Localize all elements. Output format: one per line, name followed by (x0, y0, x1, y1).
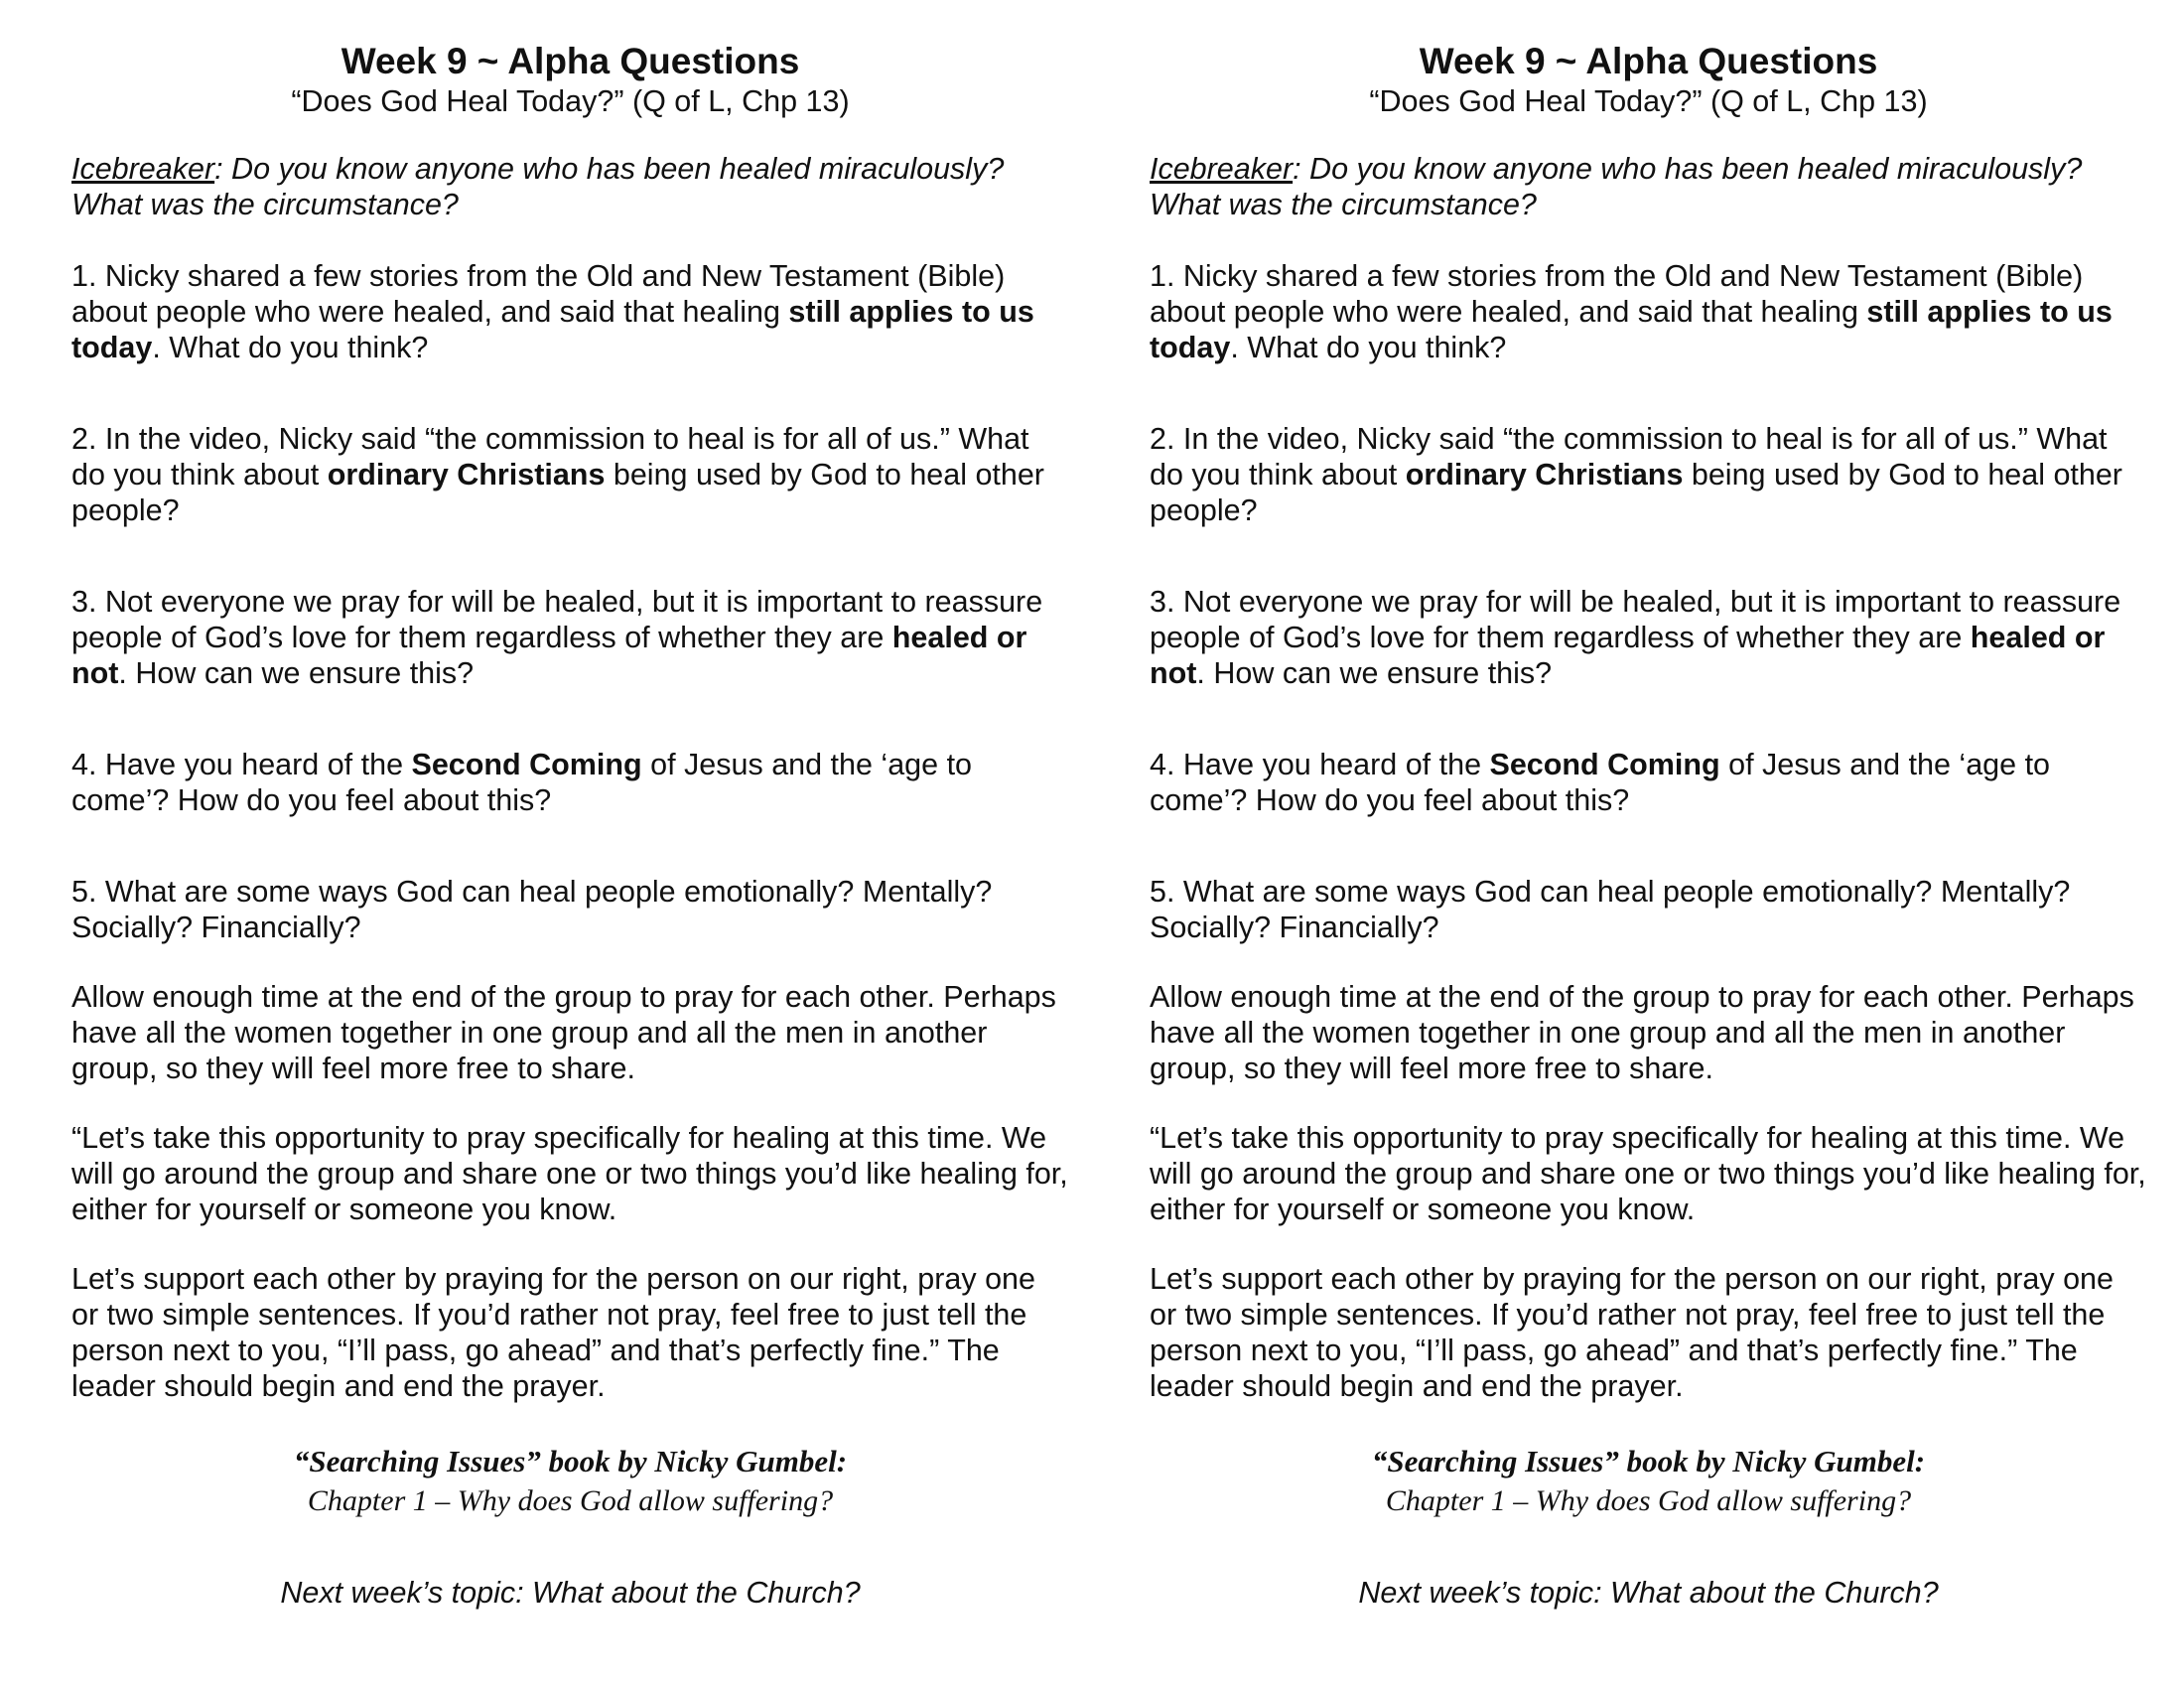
question-2-tail: being used by God to heal other people? (1150, 458, 2122, 527)
icebreaker-text: : Do you know anyone who has been healed miraculously? What was the circumstance? (71, 152, 1005, 221)
question-1-text: 1. Nicky shared a few stories from the Old and New Testament (Bible) about people who were healed, and said that healing (71, 259, 1006, 329)
question-4-text: 4. Have you heard of the (1150, 748, 1490, 781)
question-1-tail: . What do you think? (152, 331, 429, 364)
instruction-paragraph-3: Let’s support each other by praying for the person on our right, pray one or two simple sentences. If you’d rather not pray, feel free to just tell the person next to you, “I’ll pass, go ahead” and that’s perfectly fine.” The leader should begin and end the prayer. (71, 1262, 1035, 1403)
question-2-emphasis: ordinary Christians (327, 458, 606, 492)
instruction-paragraph-2: “Let’s take this opportunity to pray specifically for healing at this time. We will go around the group and share one or two things you’d like healing for, either for yourself or someone you know. (1150, 1121, 2146, 1226)
next-topic: Next week’s topic: What about the Church? (1358, 1576, 1939, 1610)
question-4 (71, 747, 1069, 818)
instruction-paragraph-2: “Let’s take this opportunity to pray specifically for healing at this time. We will go around the group and share one or two things you’d like healing for, either for yourself or someone you know. (71, 1121, 1068, 1226)
question-1 (1150, 258, 2147, 365)
book-chapter: Chapter 1 – Why does God allow suffering? (1385, 1484, 1912, 1517)
book-chapter: Chapter 1 – Why does God allow suffering? (307, 1484, 834, 1517)
question-5: 5. What are some ways God can heal people emotionally? Mentally? Socially? Financially? (71, 875, 993, 944)
question-3-emphasis: healed or not (71, 621, 1027, 690)
question-1-emphasis: still applies to us today (71, 295, 1034, 364)
question-5: 5. What are some ways God can heal people emotionally? Mentally? Socially? Financially? (1150, 875, 2071, 944)
question-2-emphasis: ordinary Christians (1405, 458, 1684, 492)
question-3 (71, 584, 1069, 691)
question-3-tail: . How can we ensure this? (1196, 656, 1553, 690)
book-reference (1150, 1442, 2147, 1521)
handout-title: Week 9 ~ Alpha Questions (1419, 41, 1878, 81)
question-3-text: 3. Not everyone we pray for will be healed, but it is important to reassure people of God’s love for them regardless of whether they are (1150, 585, 2121, 654)
question-2-tail: being used by God to heal other people? (71, 458, 1044, 527)
instruction-paragraph-1: Allow enough time at the end of the group to pray for each other. Perhaps have all the women together in one group and all the men in another group, so they will feel more free to share. (1150, 980, 2134, 1085)
question-4-tail: of Jesus and the ‘age to come’? How do you feel about this? (1150, 748, 2050, 817)
question-2 (71, 421, 1069, 528)
question-4 (1150, 747, 2147, 818)
question-1 (71, 258, 1069, 365)
question-1-emphasis: still applies to us today (1150, 295, 2113, 364)
icebreaker-text: : Do you know anyone who has been healed miraculously? What was the circumstance? (1150, 152, 2083, 221)
handout-title: Week 9 ~ Alpha Questions (341, 41, 800, 81)
book-title: “Searching Issues” book by Nicky Gumbel: (1371, 1444, 1926, 1478)
next-topic: Next week’s topic: What about the Church? (280, 1576, 861, 1610)
question-1-tail: . What do you think? (1230, 331, 1507, 364)
icebreaker-label: Icebreaker (71, 152, 215, 186)
question-2-text: 2. In the video, Nicky said “the commission to heal is for all of us.” What do you think about (1150, 422, 2108, 492)
handout-subtitle: “Does God Heal Today?” (Q of L, Chp 13) (1369, 84, 1928, 118)
question-3-tail: . How can we ensure this? (118, 656, 475, 690)
instruction-paragraph-3: Let’s support each other by praying for the person on our right, pray one or two simple sentences. If you’d rather not pray, feel free to just tell the person next to you, “I’ll pass, go ahead” and that’s perfectly fine.” The leader should begin and end the prayer. (1150, 1262, 2114, 1403)
question-1-text: 1. Nicky shared a few stories from the Old and New Testament (Bible) about people who were healed, and said that healing (1150, 259, 2084, 329)
question-4-tail: of Jesus and the ‘age to come’? How do you feel about this? (71, 748, 972, 817)
question-3 (1150, 584, 2147, 691)
question-4-emphasis: Second Coming (1489, 748, 1720, 781)
question-4-emphasis: Second Coming (411, 748, 642, 781)
icebreaker-label: Icebreaker (1150, 152, 1294, 186)
question-3-text: 3. Not everyone we pray for will be healed, but it is important to reassure people of God’s love for them regardless of whether they are (71, 585, 1043, 654)
question-2 (1150, 421, 2147, 528)
question-4-text: 4. Have you heard of the (71, 748, 412, 781)
handout-subtitle: “Does God Heal Today?” (Q of L, Chp 13) (291, 84, 850, 118)
question-2-text: 2. In the video, Nicky said “the commission to heal is for all of us.” What do you think about (71, 422, 1029, 492)
question-3-emphasis: healed or not (1150, 621, 2106, 690)
handout-right (1150, 40, 2147, 1641)
handout-left (71, 40, 1069, 1641)
icebreaker (71, 151, 1069, 222)
instruction-paragraph-1: Allow enough time at the end of the group to pray for each other. Perhaps have all the women together in one group and all the men in another group, so they will feel more free to share. (71, 980, 1056, 1085)
book-reference (71, 1442, 1069, 1521)
icebreaker (1150, 151, 2147, 222)
book-title: “Searching Issues” book by Nicky Gumbel: (293, 1444, 848, 1478)
